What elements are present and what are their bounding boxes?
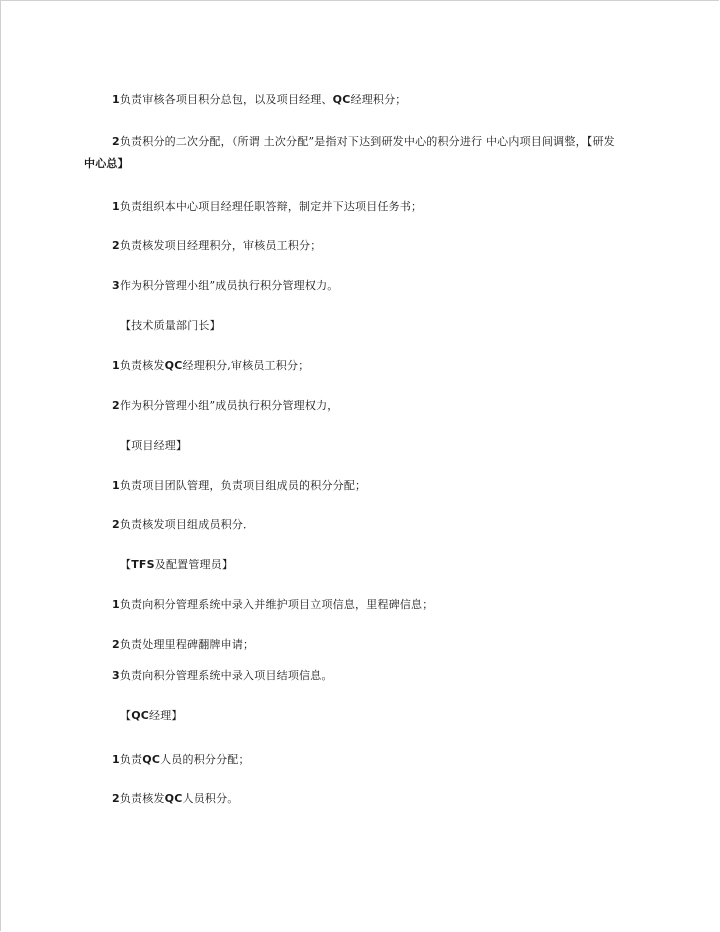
duty-line-8 [112,476,366,496]
item-number: 1 [112,93,120,106]
item-number: 1 [112,598,120,611]
duty-line-13 [112,750,250,770]
item-number: 1 [112,753,120,766]
item-number: 2 [112,518,120,531]
section-heading-bold: QC [131,709,150,722]
item-number: 3 [112,669,120,682]
item-number: 2 [112,239,120,252]
item-bold: QC [142,753,161,766]
item-bold: QC [332,93,351,106]
section-heading-text: 经理】 [149,709,183,722]
item-text: 负责核发项目经理积分，审核员工积分； [119,239,322,252]
item-text: 负责核发 [119,359,165,372]
item-number: 2 [112,638,120,651]
duty-line-5 [112,276,338,296]
item-bold: QC [164,359,183,372]
duty-line-4 [112,236,321,256]
item-text: 负责向积分管理系统中录入项目结项信息。 [119,669,333,682]
item-number: 3 [112,279,120,292]
item-text: 负责项目团队管理，负责项目组成员的积分分配； [119,479,367,492]
item-text: 负责处理里程碑翻牌申请； [119,638,255,651]
section-heading-open: 【 [120,558,132,571]
section-heading-open: 【 [120,709,132,722]
item-text-tail: 中心总】 [84,157,129,170]
item-text: 负责 [119,753,143,766]
item-number: 2 [112,135,120,148]
item-text-tail: 经理积分,审核员工积分； [182,359,310,372]
duty-line-2 [112,132,615,152]
duty-line-9 [112,515,254,535]
duty-line-12 [112,666,333,686]
duty-line-10 [112,595,433,615]
section-heading-bold: TFS [131,558,155,571]
item-number: 2 [112,399,120,412]
item-text: 负责核发项目组成员积分． [119,518,255,531]
duty-line-11 [112,635,254,655]
item-text: 作为积分管理小组”成员执行积分管理权力。 [119,279,339,292]
item-number: 2 [112,792,120,805]
section-heading-project-manager [120,436,187,456]
section-heading-text: 【技术质量部门长】 [120,319,221,332]
duty-line-6 [112,356,309,376]
section-heading-tfs-config [120,555,233,575]
item-text: 作为积分管理小组”成员执行积分管理权力， [119,399,339,412]
item-text: 负责积分的二次分配，（所谓 土次分配”是指对下达到研发中心的积分进行 中心内项目间调整，【研发 [119,135,615,148]
duty-line-7 [112,396,338,416]
item-text-tail: 人员的积分分配； [160,753,250,766]
duty-line-14 [112,789,239,809]
item-number: 1 [112,359,120,372]
duty-line-1 [112,90,407,110]
section-heading-text: 及配置管理员】 [154,558,234,571]
section-heading-text: 【项目经理】 [120,439,188,452]
item-text-tail: 人员积分。 [182,792,239,805]
item-number: 1 [112,200,120,213]
section-heading-tech-quality [120,316,221,336]
item-text: 负责核发 [119,792,165,805]
section-heading-qc-manager [120,706,183,726]
item-text: 负责审核各项目积分总包，以及项目经理、 [119,93,333,106]
duty-line-3 [112,197,422,217]
duty-line-2-continuation [84,154,129,174]
item-text-tail: 经理积分； [350,93,407,106]
item-bold: QC [164,792,183,805]
item-text: 负责向积分管理系统中录入并维护项目立项信息，里程碑信息； [119,598,434,611]
item-text: 负责组织本中心项目经理任职答辩，制定并下达项目任务书； [119,200,423,213]
item-number: 1 [112,479,120,492]
